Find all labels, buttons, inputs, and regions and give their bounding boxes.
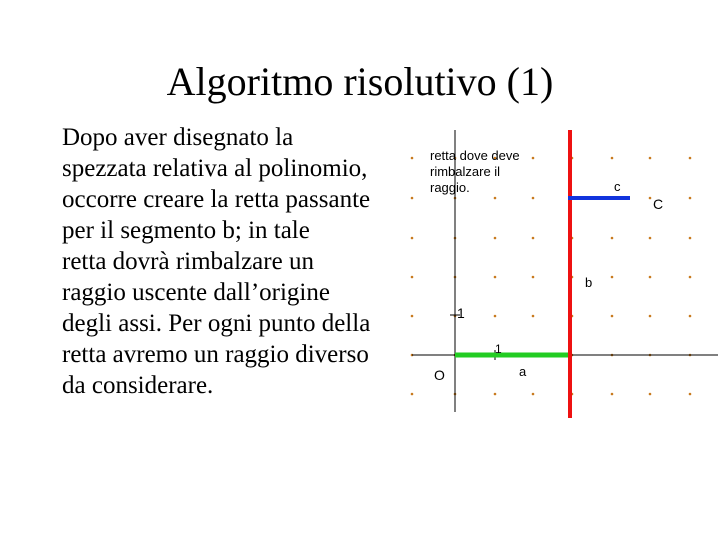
grid-dot [411,315,414,318]
grid-dot [411,237,414,240]
x-tick-label: 1 [495,342,502,356]
grid-dot [411,197,414,200]
grid-dot [532,197,535,200]
grid-dot [689,393,692,396]
y-tick-label: 1 [457,305,465,321]
slide-title: Algoritmo risolutivo (1) [166,59,554,104]
grid-dot [494,276,497,279]
grid-dot [494,393,497,396]
body-line: raggio uscente dall’origine [62,279,330,306]
annotation-line: retta dove deve [430,148,520,163]
segment-a-label: a [519,364,527,379]
grid-dot [411,393,414,396]
grid-dot [532,276,535,279]
segment-b-label: b [585,275,593,290]
grid-dot [649,315,652,318]
body-line: Dopo aver disegnato la [62,124,294,151]
grid-dot [649,197,652,200]
grid-dot [494,315,497,318]
grid-dot [649,237,652,240]
grid-dot [649,393,652,396]
grid-dot [611,276,614,279]
grid-dot [689,237,692,240]
annotation-line: raggio. [430,180,470,195]
origin-label: O [434,367,445,383]
grid-dot [611,315,614,318]
grid-dot [611,157,614,160]
body-line: spezzata relativa al polinomio, [62,155,368,182]
grid-dot [411,157,414,160]
body-line: retta avremo un raggio diverso [62,341,369,368]
body-line: retta dovrà rimbalzare un [62,248,314,275]
grid-dot [689,197,692,200]
grid-dot [532,315,535,318]
grid-dot [532,393,535,396]
grid-dot [649,157,652,160]
grid-dot [411,276,414,279]
body-line: occorre creare la retta passante [62,186,371,213]
grid-dot [649,276,652,279]
grid-dot [611,393,614,396]
grid-dot [494,197,497,200]
segment-c-label: c [614,179,621,194]
grid-dot [532,157,535,160]
annotation-line: rimbalzare il [430,164,501,179]
body-line: per il segmento b; in tale [62,217,310,244]
grid-dot [494,237,497,240]
grid-dot [611,237,614,240]
grid-dot [689,315,692,318]
line-C-label: C [653,196,664,212]
body-line: degli assi. Per ogni punto della [62,310,371,337]
grid-dot [689,276,692,279]
grid-dot [689,157,692,160]
grid-dot [532,237,535,240]
body-line: da considerare. [62,372,214,399]
